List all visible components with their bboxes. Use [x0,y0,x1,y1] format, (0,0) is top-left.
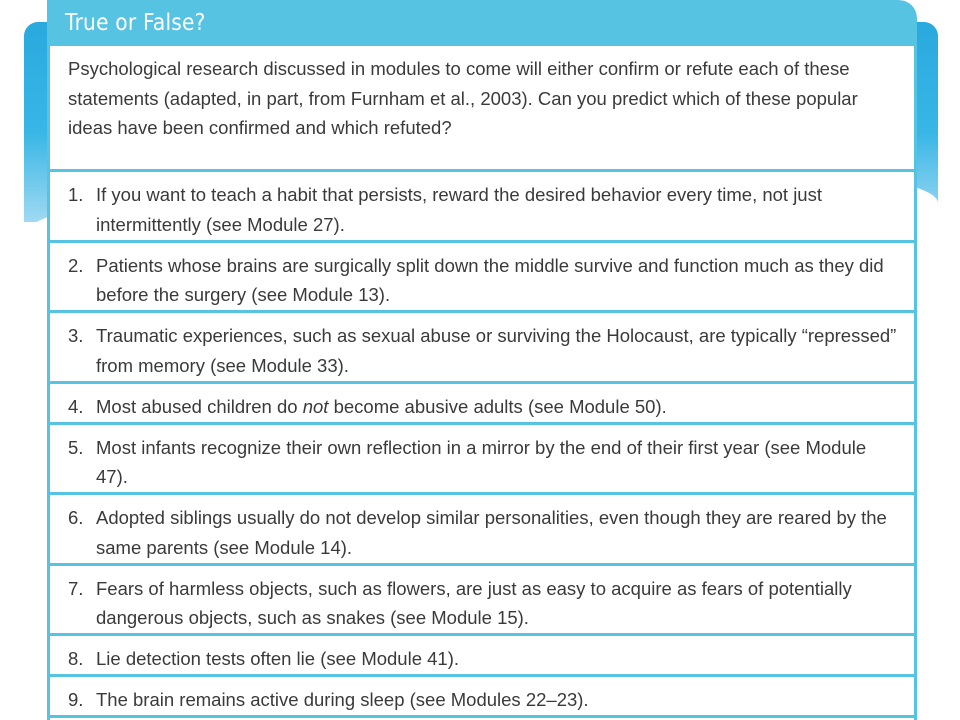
statement-number: 9. [68,689,84,710]
statement-row [50,425,914,496]
statement-row [50,384,914,425]
true-false-card [47,0,917,720]
statement-number: 7. [68,577,84,599]
statement-number: 4. [68,395,84,417]
statement-text: Patients whose brains are surgically split down the middle survive and function much as they did before the surgery (see Module 13). [96,254,884,305]
emphasis-not: not [302,395,329,417]
statement-text: Most abused children do not become abusive adults (see Module 50). [96,395,667,417]
statement-number: 6. [68,507,84,528]
statement-row [50,636,914,677]
intro-paragraph: Psychological research discussed in modules to come will either confirm or refute each of these statements (adapted, in part, from Furnham et al., 2003). Can you predict which of these popular ideas have been confirmed and which refuted? [50,46,914,172]
card-body [47,46,917,720]
card-header [47,0,917,46]
statement-text: Fears of harmless objects, such as flowers, are just as easy to acquire as fears of potentially dangerous objects, such as snakes (see Module 15). [96,577,852,628]
statement-row [50,677,914,718]
statement-row [50,566,914,637]
statement-text: If you want to teach a habit that persists, reward the desired behavior every time, not just intermittently (see Module 27). [96,184,822,235]
statement-text: The brain remains active during sleep (see Modules 22–23). [96,689,589,710]
statement-row [50,243,914,314]
statement-row [50,495,914,566]
statement-number: 2. [68,254,84,276]
statement-text: Adopted siblings usually do not develop similar personalities, even though they are reared by the same parents (see Module 14). [96,507,887,558]
statement-number: 3. [68,325,84,346]
card-title: True or False? [65,10,206,36]
statement-row [50,313,914,384]
statement-text: Traumatic experiences, such as sexual abuse or surviving the Holocaust, are typically “repressed” from memory (see Module 33). [96,325,897,376]
statement-text: Lie detection tests often lie (see Module 41). [96,648,460,669]
statement-number: 8. [68,648,84,669]
statement-row [50,172,914,243]
statement-number: 1. [68,184,84,205]
statement-text: Most infants recognize their own reflection in a mirror by the end of their first year (see Module 47). [96,436,867,487]
statement-number: 5. [68,436,84,458]
